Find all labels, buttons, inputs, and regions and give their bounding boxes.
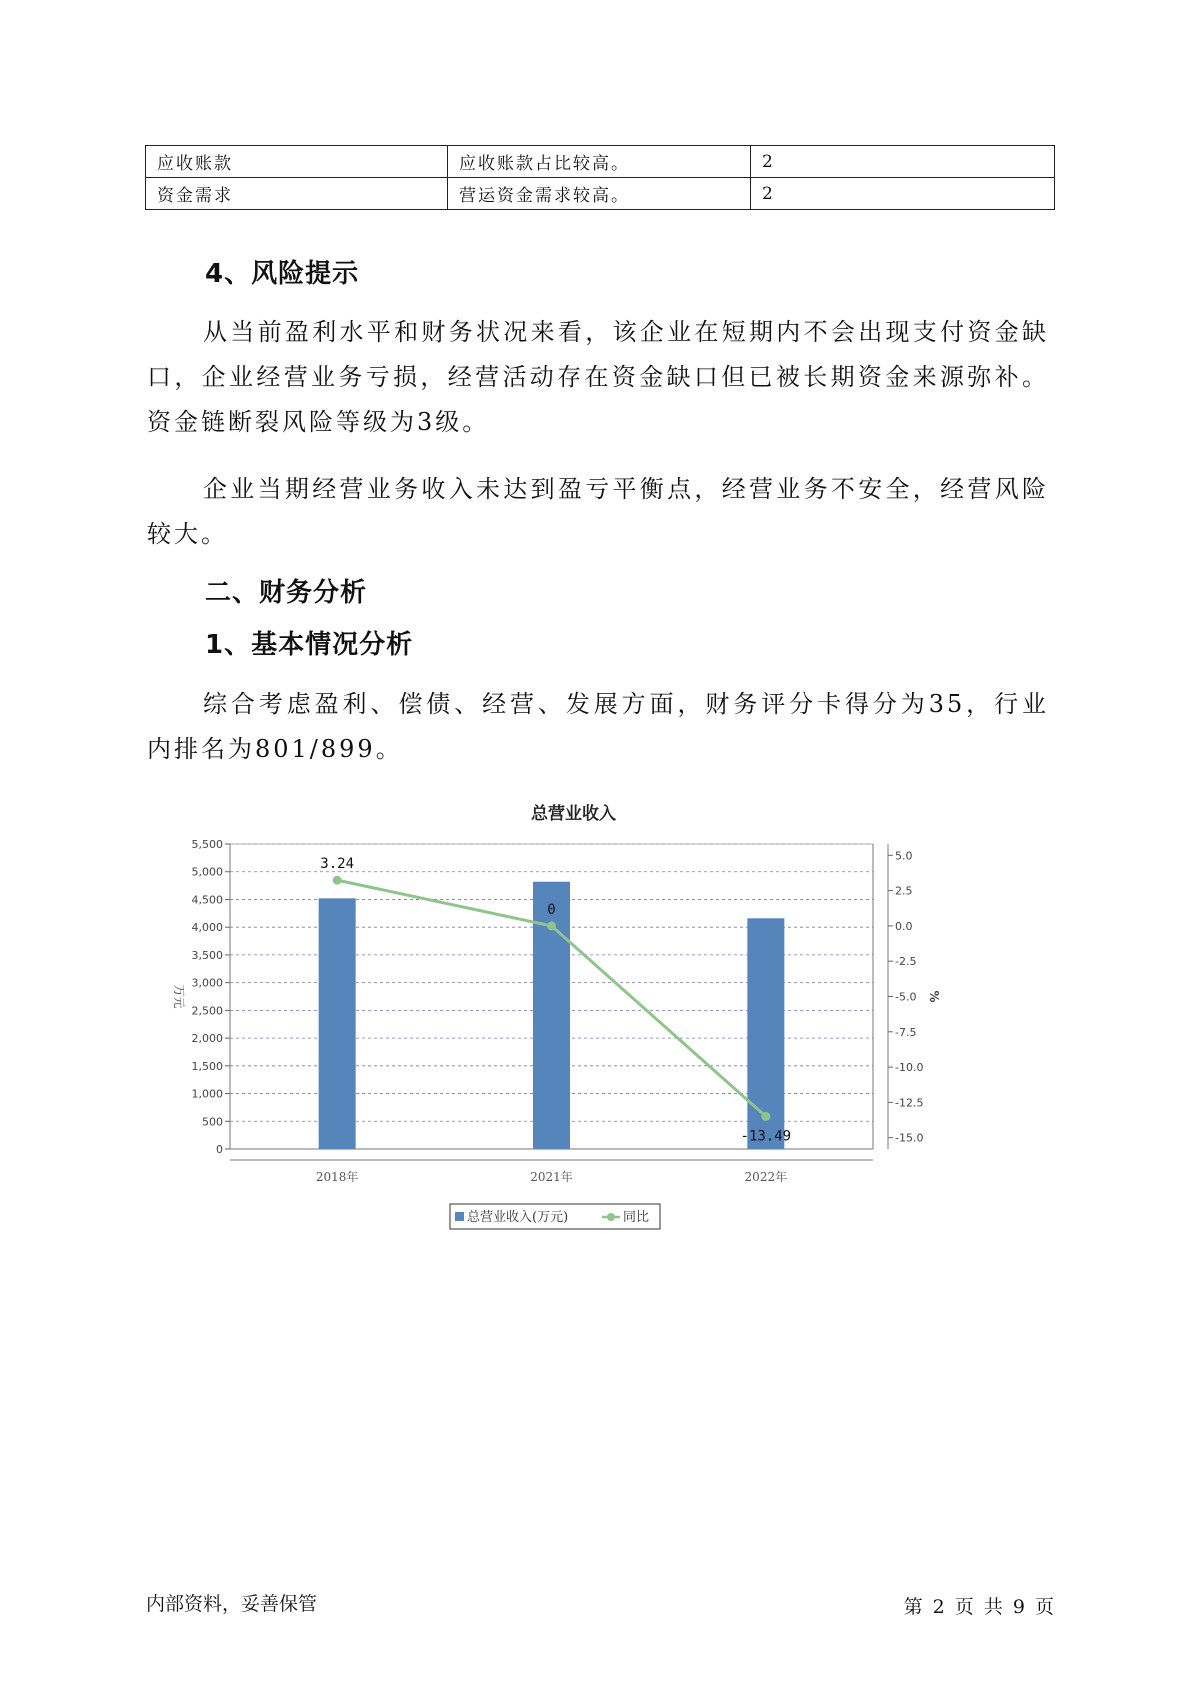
x-tick-label: 2018年 xyxy=(315,1170,359,1184)
left-tick-label: 1,000 xyxy=(191,1087,223,1101)
left-tick-label: 0 xyxy=(216,1143,223,1156)
yoy-point xyxy=(761,1112,770,1121)
yoy-point xyxy=(547,921,556,930)
risk-paragraph-1: 从当前盈利水平和财务状况来看，该企业在短期内不会出现支付资金缺口，企业经营业务亏损，经营活动存在资金缺口但已被长期资金来源弥补。资金链断裂风险等级为3级。 xyxy=(147,318,1049,436)
left-tick-label: 3,500 xyxy=(191,948,223,962)
revenue-chart xyxy=(170,790,1030,1260)
right-tick-label: -7.5 xyxy=(895,1025,917,1039)
table-cell-desc: 应收账款占比较高。 xyxy=(448,146,751,178)
legend-bar-label: 总营业收入(万元) xyxy=(467,1210,569,1225)
revenue-bar xyxy=(319,898,356,1149)
left-tick-label: 3,000 xyxy=(191,976,223,990)
right-tick-label: 2.5 xyxy=(895,884,913,898)
right-tick-label: -15.0 xyxy=(895,1131,924,1145)
revenue-chart-svg xyxy=(170,790,1030,1260)
left-tick-label: 5,500 xyxy=(191,838,223,851)
left-tick-label: 500 xyxy=(202,1115,223,1129)
footer-page-number: 第 2 页 共 9 页 xyxy=(903,1596,1054,1618)
left-tick-label: 2,000 xyxy=(191,1032,223,1046)
table-cell-score: 2 xyxy=(751,146,1055,178)
chart-title: 总营业收入 xyxy=(531,804,616,824)
left-tick-label: 5,000 xyxy=(191,865,223,879)
footer-confidential: 内部资料，妥善保管 xyxy=(146,1593,318,1615)
table-cell-score: 2 xyxy=(751,178,1055,210)
table-row xyxy=(146,146,1055,178)
left-axis-label: 万元 xyxy=(172,984,186,1009)
risk-table xyxy=(145,145,1055,210)
table-cell-desc: 营运资金需求较高。 xyxy=(448,178,751,210)
risk-heading: 4、风险提示 xyxy=(205,259,360,289)
right-tick-label: 5.0 xyxy=(895,849,913,863)
legend-line-marker xyxy=(607,1213,615,1221)
yoy-data-label: 0 xyxy=(547,901,556,918)
table-cell-item: 应收账款 xyxy=(146,146,448,178)
basic-analysis-paragraph: 综合考虑盈利、偿债、经营、发展方面，财务评分卡得分为35，行业内排名为801/899。 xyxy=(147,690,1049,763)
left-tick-label: 4,500 xyxy=(191,893,223,907)
left-tick-label: 2,500 xyxy=(191,1004,223,1018)
right-axis-label: % xyxy=(927,990,941,1003)
legend-bar-swatch xyxy=(455,1212,464,1221)
right-tick-label: -2.5 xyxy=(895,955,917,969)
finance-heading: 二、财务分析 xyxy=(205,578,368,608)
table-row xyxy=(146,178,1055,210)
x-tick-label: 2021年 xyxy=(530,1170,573,1184)
risk-paragraph-2: 企业当期经营业务收入未达到盈亏平衡点，经营业务不安全，经营风险较大。 xyxy=(147,475,1049,548)
right-tick-label: 0.0 xyxy=(895,919,913,933)
yoy-data-label: 3.24 xyxy=(320,856,355,873)
yoy-data-label: -13.49 xyxy=(740,1128,792,1145)
yoy-point xyxy=(333,876,342,885)
right-tick-label: -10.0 xyxy=(895,1061,924,1075)
legend-line-label: 同比 xyxy=(623,1210,650,1225)
right-tick-label: -12.5 xyxy=(895,1096,924,1110)
x-tick-label: 2022年 xyxy=(744,1170,788,1184)
left-tick-label: 1,500 xyxy=(191,1059,223,1073)
basic-analysis-heading: 1、基本情况分析 xyxy=(205,630,414,660)
right-tick-label: -5.0 xyxy=(895,990,917,1004)
table-cell-item: 资金需求 xyxy=(146,178,448,210)
left-tick-label: 4,000 xyxy=(191,921,223,935)
